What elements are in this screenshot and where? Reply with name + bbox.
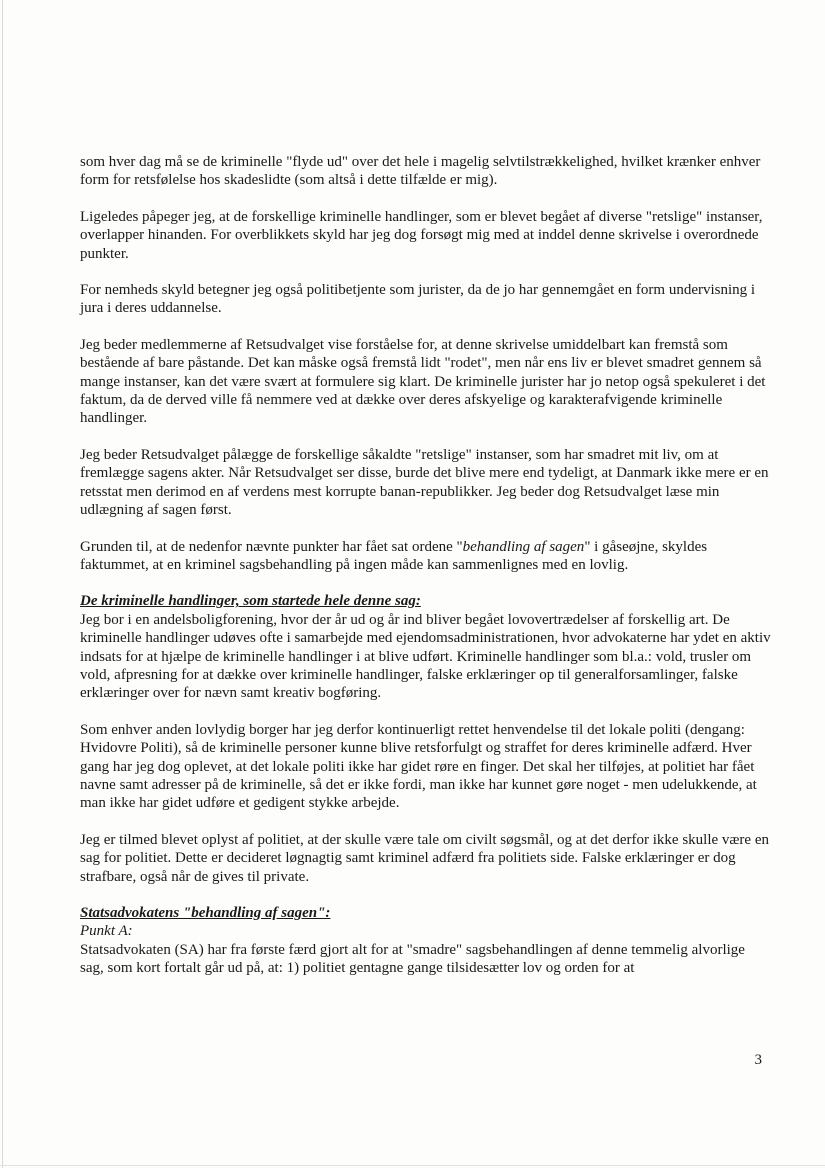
section1-paragraph-2: Som enhver anden lovlydig borger har jeg derfor kontinuerligt rettet henvendelse til det lokale politi (dengang: Hvidovre Politi), så de kriminelle personer kunne blive retsforfulgt og straffet for deres kriminelle adfærd. Hver gang har jeg dog oplevet, at det lokale politi ikke har gidet røre en finger. Det skal her tilføjes, at politiet har fået navne samt adresser på de kriminelle, så det er ikke fordi, man ikke har kunnet gøre noget - men udelukkende, at man ikke har gidet udføre et gedigent stykke arbejde. [80,721,757,812]
subheading-punkt-a: Punkt A: [80,923,133,940]
scan-edge-line [2,0,3,1168]
paragraph-5: Jeg beder Retsudvalget pålægge de forskellige såkaldte "retslige" instanser, som har smadret mit liv, om at fremlægge sagens akter. Når Retsudvalget ser disse, burde det blive mere end tydeligt, at Danmark ikke mere er en retsstat men derimod en af verdens mest korrupte banan-republikker. Jeg beder dog Retsudvalget læse min udlægning af sagen først. [80,446,769,519]
section2-paragraph-1: Statsadvokaten (SA) har fra første færd gjort alt for at "smadre" sagsbehandlingen af denne temmelig alvorlige sag, som kort fortalt går ud på, at: 1) politiet gentagne gange tilsidesætter lov og orden for at [80,941,745,977]
section1-paragraph-3: Jeg er tilmed blevet oplyst af politiet, at der skulle være tale om civilt søgsmål, og at det derfor ikke skulle være en sag for politiet. Dette er decideret løgnagtig samt kriminel adfærd fra politiets side. Falske erklæringer er dog strafbare, også når de gives til private. [80,831,769,885]
page-number: 3 [754,1052,762,1068]
paragraph-3: For nemheds skyld betegner jeg også politibetjente som jurister, da de jo har gennemgået en form undervisning i jura i deres uddannelse. [80,282,756,317]
document-body [80,153,772,996]
paragraph-4: Jeg beder medlemmerne af Retsudvalget vise forståelse for, at denne skrivelse umiddelbart kan fremstå som bestående af bare påstande. Det kan måske også fremstå lidt "rodet", men når ens liv er blevet smadret gennem så mange instanser, kan det være svært at formulere sig klart. De kriminelle jurister har jo netop også spekuleret i det faktum, da de derved ville få nemmere ved at dække over deres afskyelige og karakterafvigende kriminelle handlinger. [80,336,766,427]
section-heading-kriminelle-handlinger: De kriminelle handlinger, som startede hele denne sag: [80,593,421,610]
paragraph-1: som hver dag må se de kriminelle "flyde ud" over det hele i magelig selvtilstrækkelighed, hvilket krænker enhver form for retsfølelse hos skadeslidte (som altså i dette tilfælde er mig). [80,154,761,189]
section-kriminelle-handlinger [80,592,772,886]
section-statsadvokaten [80,904,772,978]
scan-bottom-line [0,1165,825,1166]
grunden-text-after: " i gåseøjne, skyldes faktummet, at en kriminel sagsbehandling på ingen måde kan sammenlignes med en lovlig. [80,538,708,573]
grunden-text-before: Grunden til, at de nedenfor nævnte punkter har fået sat ordene " [80,538,463,555]
section-heading-statsadvokaten: Statsadvokatens "behandling af sagen": [80,905,331,921]
section1-paragraph-1: Jeg bor i en andelsboligforening, hvor der år ud og år ind bliver begået lovovertrædelser af forskellig art. De kriminelle handlinger udøves ofte i samarbejde med ejendomsadministrationen, hvor advokaterne har ydet en aktiv indsats for at hjælpe de kriminelle handlinger i at blive udført. Kriminelle handlinger som bl.a.: vold, trusler om vold, afpresning for at dække over kriminelle handlinger, falske erklæringer op til generalforsamlinger, falske erklæringer over for nævn samt kreativ bogføring. [80,611,771,702]
paragraph-grunden [80,538,772,575]
grunden-emphasis: behandling af sagen [462,538,585,555]
paragraph-2: Ligeledes påpeger jeg, at de forskellige kriminelle handlinger, som er blevet begået af diverse "retslige" instanser, overlapper hinanden. For overblikkets skyld har jeg dog forsøgt mig med at inddel denne skrivelse i overordnede punkter. [80,208,763,262]
